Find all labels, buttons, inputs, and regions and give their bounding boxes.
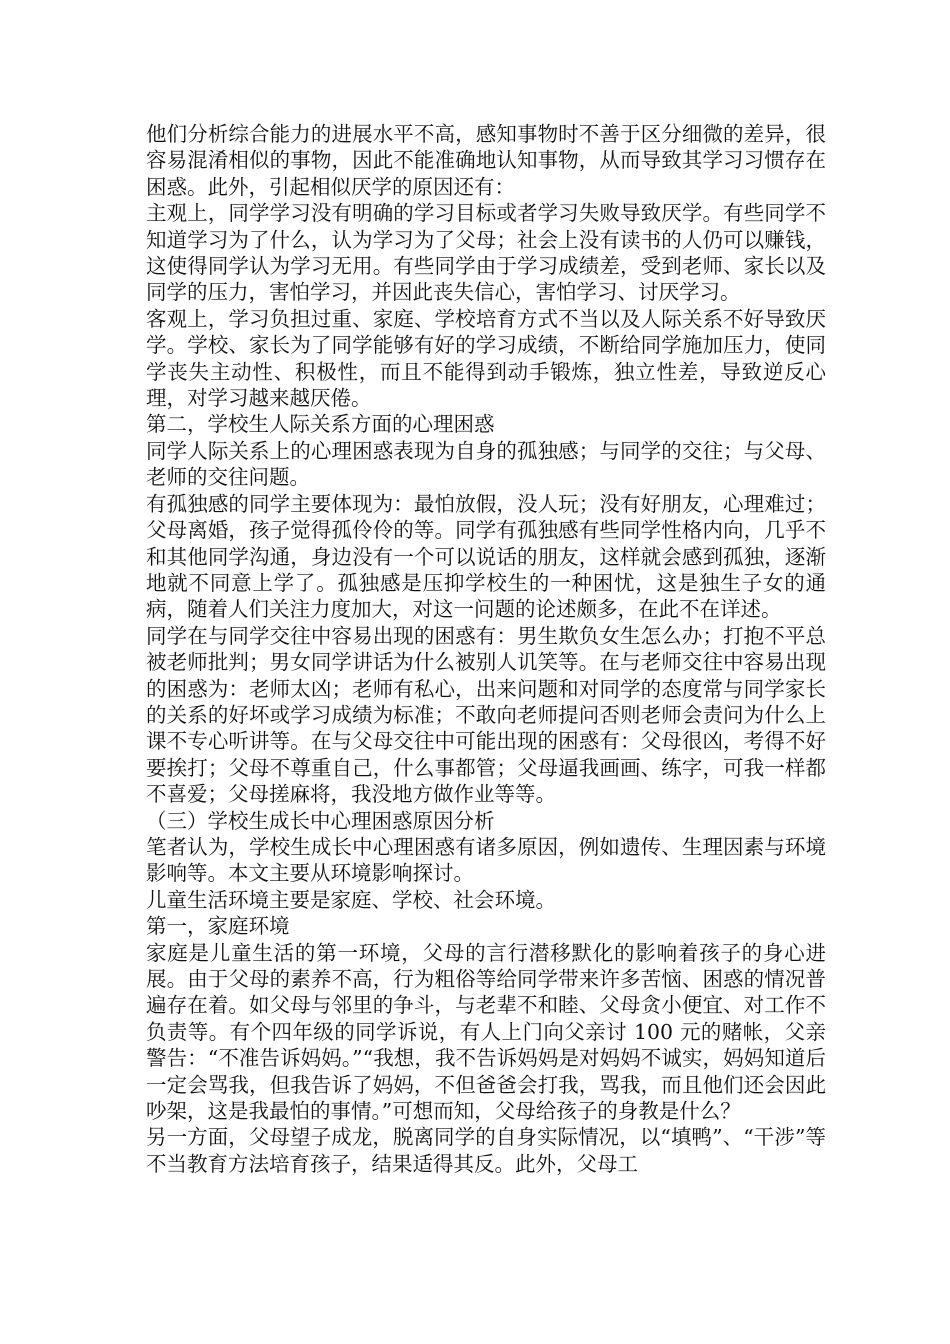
- paragraph-family-environment: 家庭是儿童生活的第一环境，父母的言行潜移默化的影响着孩子的身心进展。由于父母的素养不高，行为粗俗等给同学带来许多苦恼、困惑的情况普遍存在着。如父母与邻里的争斗，与老辈不和睦、父母贪小便宜、对工作不负责等。有个四年级的同学诉说，有人上门向父亲讨 100 元的赌帐，父亲警告：“不准告诉妈妈。”“我想，我不告诉妈妈是对妈妈不诚实，妈妈知道后一定会骂我，但我告诉了妈妈，不但爸爸会打我，骂我，而且他们还会因此吵架，这是我最怕的事情。”可想而知，父母给孩子的身教是什么？: [146, 940, 826, 1124]
- paragraph-loneliness: 有孤独感的同学主要体现为：最怕放假，没人玩；没有好朋友，心理难过；父母离婚，孩子觉得孤伶伶的等。同学有孤独感有些同学性格内向，几乎不和其他同学沟通，身边没有一个可以说话的朋友，这样就会感到孤独，逐渐地就不同意上学了。孤独感是压抑学校生的一种困忧，这是独生子女的通病，随着人们关注力度加大，对这一问题的论述颇多，在此不在详述。: [146, 491, 826, 622]
- section-heading-cause-analysis: （三）学校生成长中心理困惑原因分析: [146, 808, 495, 833]
- section-heading-interpersonal: 第二，学校生人际关系方面的心理困惑: [146, 412, 495, 437]
- paragraph-author-view: 笔者认为，学校生成长中心理困惑有诸多原因，例如遗传、生理因素与环境影响等。本文主要从环境影响探讨。: [146, 834, 826, 886]
- paragraph-subjective-causes: 主观上，同学学习没有明确的学习目标或者学习失败导致厌学。有些同学不知道学习为了什么，认为学习为了父母；社会上没有读书的人仍可以赚钱，这使得同学认为学习无用。有些同学由于学习成绩差，受到老师、家长以及同学的压力，害怕学习，并因此丧失信心，害怕学习、讨厌学习。: [146, 201, 826, 305]
- section-heading-family: 第一，家庭环境: [146, 914, 290, 939]
- paragraph-environments: 儿童生活环境主要是家庭、学校、社会环境。: [146, 887, 556, 912]
- document-body: [146, 121, 826, 1177]
- paragraph-peer-teacher-parent: 同学在与同学交往中容易出现的困惑有：男生欺负女生怎么办；打抱不平总被老师批判；男女同学讲话为什么被别人讥笑等。在与老师交往中容易出现的困惑为：老师太凶；老师有私心，出来问题和对同学的态度常与同学家长的关系的好坏或学习成绩为标准；不敢向老师提问否则老师会责问为什么上课不专心听讲等。在与父母交往中可能出现的困惑有：父母很凶，考得不好要挨打；父母不尊重自己，什么事都管；父母逼我画画、练字，可我一样都不喜爱；父母搓麻将，我没地方做作业等等。: [146, 623, 826, 807]
- paragraph-parent-expectations: 另一方面，父母望子成龙，脱离同学的自身实际情况，以“填鸭”、“干涉”等不当教育方法培育孩子，结果适得其反。此外，父母工: [146, 1125, 826, 1176]
- paragraph-objective-causes: 客观上，学习负担过重、家庭、学校培育方式不当以及人际关系不好导致厌学。学校、家长为了同学能够有好的学习成绩，不断给同学施加压力，使同学丧失主动性、积极性，而且不能得到动手锻炼，独立性差，导致逆反心理，对学习越来越厌倦。: [146, 306, 826, 411]
- paragraph-interpersonal-overview: 同学人际关系上的心理困惑表现为自身的孤独感；与同学的交往；与父母、老师的交往问题。: [146, 438, 826, 490]
- paragraph-learning-habits: 他们分析综合能力的进展水平不高，感知事物时不善于区分细微的差异，很容易混淆相似的事物，因此不能准确地认知事物，从而导致其学习习惯存在困惑。此外，引起相似厌学的原因还有：: [146, 122, 826, 199]
